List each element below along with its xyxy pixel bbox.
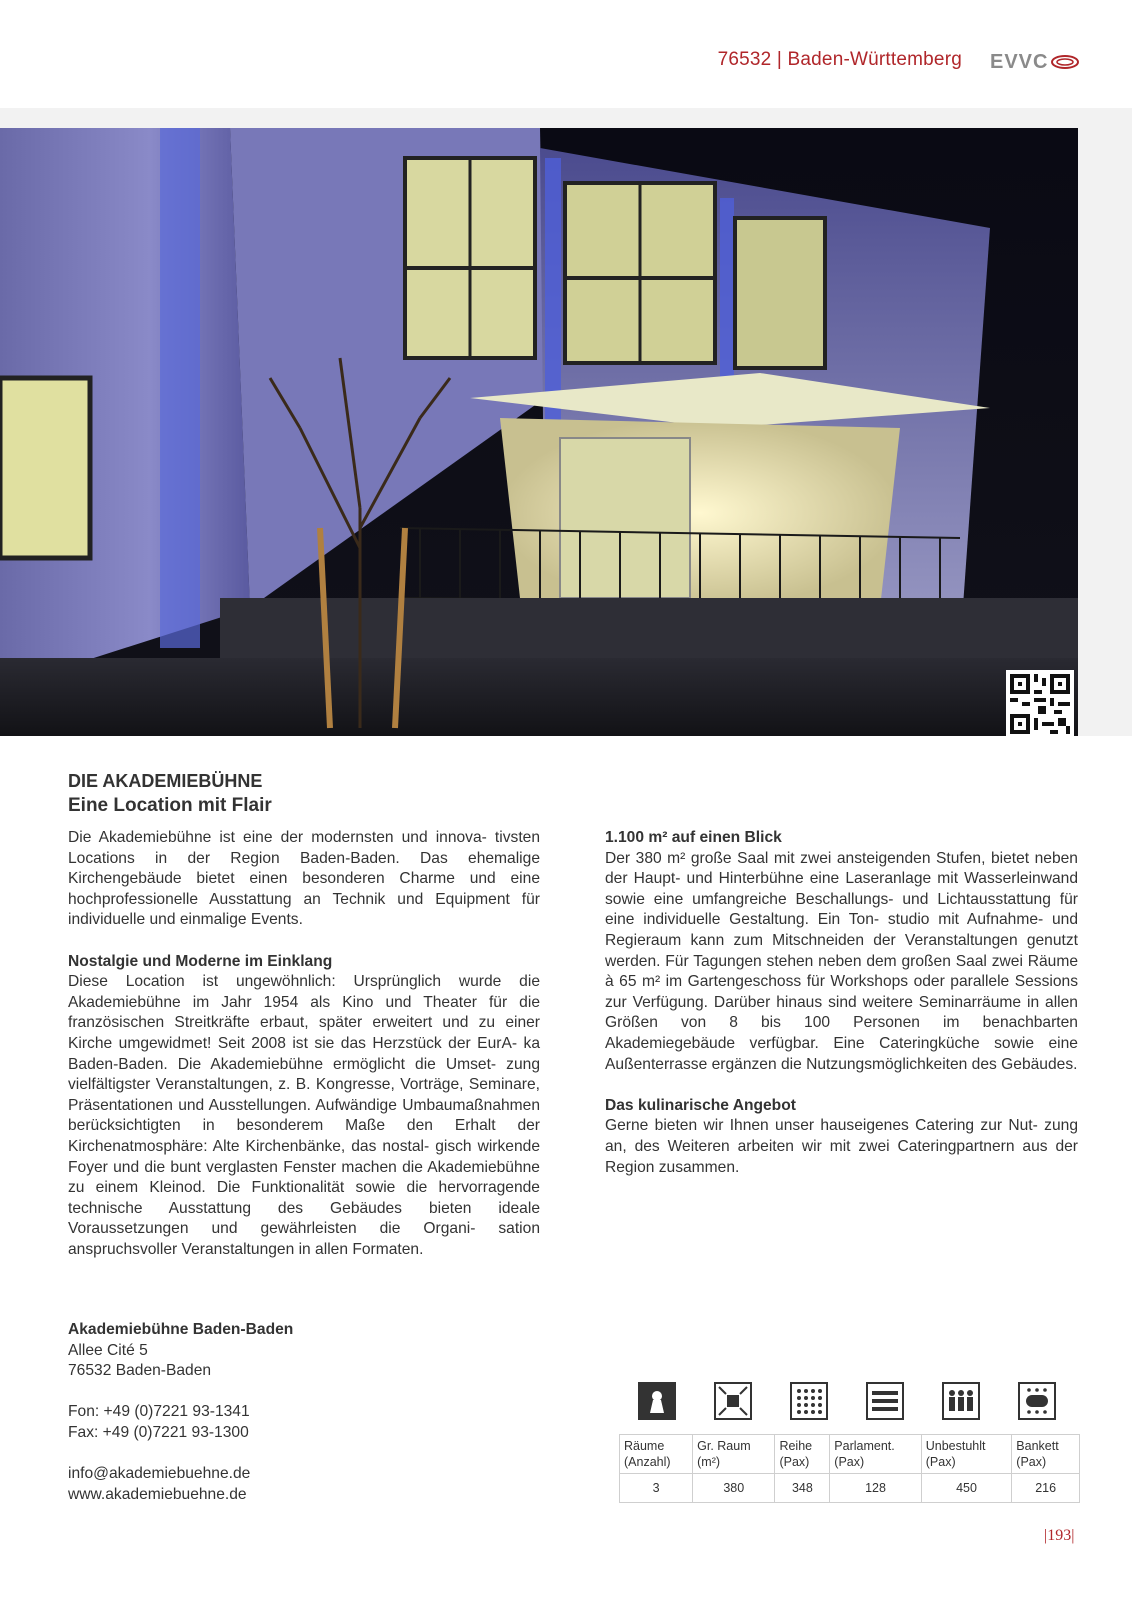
table-cell: 3 (620, 1474, 693, 1503)
section-heading: Das kulinarische Angebot (605, 1096, 796, 1114)
row-seating-icon (790, 1382, 828, 1420)
phone: Fon: +49 (0)7221 93-1341 (68, 1403, 250, 1421)
table-header-cell: Bankett (Pax) (1012, 1435, 1080, 1474)
section-paragraph: Gerne bieten wir Ihnen unser hauseigenes Catering zur Nut- zung an, des Weiteren arbeiten wir mit zwei Cateringpartnern aus der Region zusammen. (605, 1117, 1078, 1176)
table-cell: 380 (693, 1474, 775, 1503)
capacity-table (619, 1434, 1080, 1503)
table-header-row (620, 1435, 1080, 1474)
parliament-seating-icon (866, 1382, 904, 1420)
logo-text: EVVC (990, 50, 1049, 73)
table-header-cell: Unbestuhlt (Pax) (921, 1435, 1012, 1474)
region-label: 76532 | Baden-Württemberg (717, 49, 962, 70)
table-header-cell: Parlament. (Pax) (830, 1435, 921, 1474)
article-subtitle: Eine Location mit Flair (68, 795, 272, 816)
banquet-icon (1018, 1382, 1056, 1420)
right-column (605, 828, 1078, 1178)
section-paragraph: Der 380 m² große Saal mit zwei ansteigenden Stufen, bietet neben der Haupt- und Hinterbühne eine Laseranlage mit Wasserleinwand sowie eine umfangreiche Beschallungs- und Lichtausstattung für eine individuelle Gestaltung. Ein Ton- studio mit Aufnahme- und Regieraum kann zum Mitschneiden der Veranstaltungen genutzt werden. Für Tagungen stehen neben dem großen Saal zwei Räume à 65 m² im Gartengeschoss für Workshops oder parallele Sessions zur Verfügung. Darüber hinaus sind weitere Seminarräume in allen Größen von 8 bis 100 Personen im benachbarten Akademiegebäude verfügbar. Eine Cateringküche sowie eine Außenterrasse ergänzen die Nutzungsmöglichkeiten des Gebäudes. (605, 849, 1078, 1073)
capacity-icons (618, 1382, 1080, 1422)
table-cell: 348 (775, 1474, 830, 1503)
fax: Fax: +49 (0)7221 93-1300 (68, 1423, 249, 1441)
building-night-photo (0, 128, 1078, 736)
section-paragraph: Diese Location ist ungewöhnlich: Ursprünglich wurde die Akademiebühne im Jahr 1954 als Kino und Theater für die französischen Streitkräfte erbaut, später erweitert und zu einer Kirche umgewidmet! Seit 2008 ist sie das Herzstück der EurA- ka Baden-Baden. Die Akademiebühne ermöglicht die Umset- zung vielfältigster Veranstaltungen, z. B. Kongresse, Vorträge, Seminare, Präsentationen und Ausstellungen. Aufwändige Umbaumaßnahmen berücksichtigten in besonderem Maße den Erhalt der Kirchenatmosphäre: Alte Kirchenbänke, das nostal- gisch wirkende Foyer und die bunt verglasten Fenster machen die Akademiebühne zu einem Kleinod. Die Funktionalität sowie die hervorragende technische Ausstattung des Gebäudes bieten ideale Voraussetzungen und gewährleisten die Organi- sation anspruchsvoller Veranstaltungen in allen Formaten. (68, 973, 541, 1258)
section-heading: 1.100 m² auf einen Blick (605, 829, 782, 846)
contact-block (68, 1320, 293, 1505)
intro-paragraph: Die Akademiebühne ist eine der modernsten und innova- tivsten Locations in der Region Baden-Baden. Das ehemalige Kirchengebäude bietet einen besonderen Charme und eine hochprofessionelle Ausstattung an Technik und Equipment für individuelle und einmalige Events. (68, 829, 540, 929)
table-cell: 450 (921, 1474, 1012, 1503)
qr-code-icon[interactable] (1006, 670, 1074, 738)
evvc-logo (990, 50, 1080, 74)
section-heading: Nostalgie und Moderne im Einklang (68, 952, 333, 970)
table-header-cell: Gr. Raum (m²) (693, 1435, 775, 1474)
table-header-cell: Reihe (Pax) (775, 1435, 830, 1474)
header (0, 0, 1132, 108)
rooms-icon (638, 1382, 676, 1420)
table-row (620, 1474, 1080, 1503)
left-column (68, 828, 540, 1260)
table-cell: 216 (1012, 1474, 1080, 1503)
logo-swoosh-icon (1050, 52, 1080, 72)
largest-room-icon (714, 1382, 752, 1420)
page-number: |193| (1044, 1527, 1075, 1544)
website-link[interactable]: www.akademiebuehne.de (68, 1485, 247, 1503)
city: 76532 Baden-Baden (68, 1362, 212, 1380)
email-link[interactable]: info@akademiebuehne.de (68, 1465, 251, 1483)
table-header-cell: Räume (Anzahl) (620, 1435, 693, 1474)
venue-name: Akademiebühne Baden-Baden (68, 1321, 294, 1338)
article-title: DIE AKADEMIEBÜHNE (68, 771, 263, 791)
street: Allee Cité 5 (68, 1341, 148, 1359)
standing-icon (942, 1382, 980, 1420)
table-cell: 128 (830, 1474, 921, 1503)
